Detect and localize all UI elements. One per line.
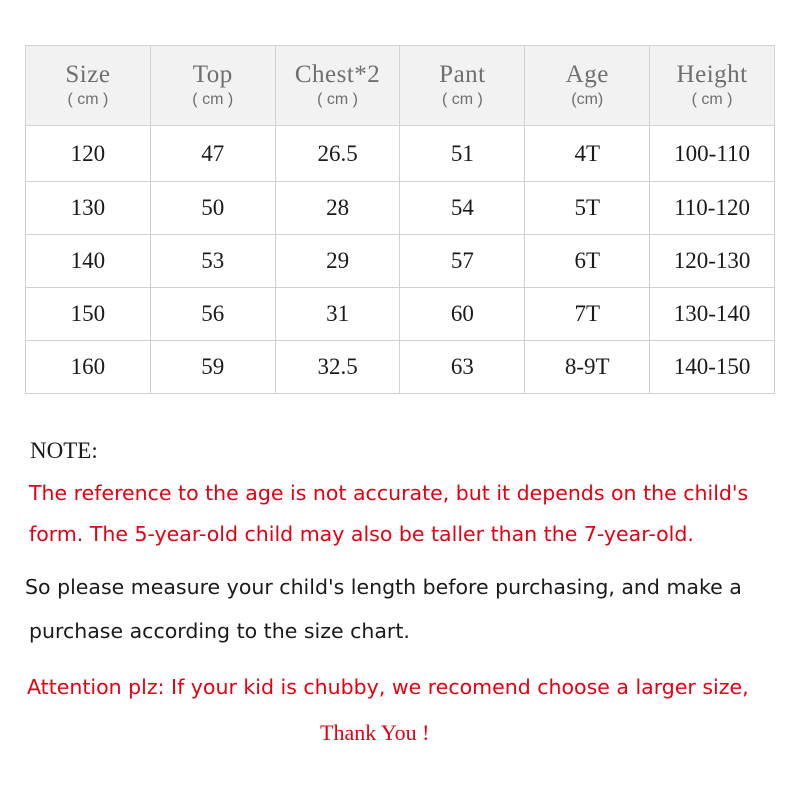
note-red-line: form. The 5-year-old child may also be taller than the 7-year-old.: [29, 522, 694, 546]
header-pant: [400, 46, 525, 126]
cell-chest: 29: [275, 235, 400, 288]
cell-age: 6T: [525, 235, 650, 288]
cell-chest: 28: [275, 182, 400, 235]
header-unit: ( cm ): [441, 90, 483, 108]
header-unit: ( cm ): [691, 90, 733, 108]
cell-size: 120: [26, 126, 151, 182]
table-row: [26, 126, 775, 182]
table-row: [26, 288, 775, 341]
header-unit: ( cm ): [67, 90, 109, 108]
header-label: Age: [565, 60, 609, 88]
note-black-line: So please measure your child's length before purchasing, and make a: [25, 575, 742, 599]
cell-size: 150: [26, 288, 151, 341]
header-label: Size: [65, 60, 111, 88]
table-row: [26, 235, 775, 288]
header-size: [26, 46, 151, 126]
header-unit: ( cm ): [317, 90, 358, 108]
cell-top: 47: [150, 126, 275, 182]
cell-top: 59: [150, 341, 275, 394]
cell-chest: 26.5: [275, 126, 400, 182]
cell-height: 110-120: [650, 182, 775, 235]
thank-you-line: Thank You !: [320, 720, 430, 745]
cell-height: 130-140: [650, 288, 775, 341]
cell-height: 100-110: [650, 126, 775, 182]
header-height: [650, 46, 775, 126]
cell-size: 140: [26, 235, 151, 288]
note-label: NOTE:: [30, 438, 98, 463]
cell-top: 53: [150, 235, 275, 288]
cell-age: 4T: [525, 126, 650, 182]
header-label: Pant: [439, 60, 486, 88]
header-top: [150, 46, 275, 126]
header-label: Top: [192, 60, 233, 88]
table-row: [26, 182, 775, 235]
cell-age: 5T: [525, 182, 650, 235]
header-unit: (cm): [571, 90, 604, 108]
size-chart-table: [25, 45, 775, 394]
cell-age: 7T: [525, 288, 650, 341]
cell-top: 50: [150, 182, 275, 235]
header-label: Height: [676, 60, 748, 88]
cell-chest: 32.5: [275, 341, 400, 394]
cell-pant: 54: [400, 182, 525, 235]
note-red-line: The reference to the age is not accurate, but it depends on the child's: [29, 481, 749, 505]
cell-age: 8-9T: [525, 341, 650, 394]
cell-size: 160: [26, 341, 151, 394]
note-black-line: purchase according to the size chart.: [29, 619, 410, 643]
header-unit: ( cm ): [192, 90, 234, 108]
cell-pant: 63: [400, 341, 525, 394]
cell-pant: 60: [400, 288, 525, 341]
cell-height: 120-130: [650, 235, 775, 288]
header-label: Chest*2: [294, 60, 381, 88]
cell-size: 130: [26, 182, 151, 235]
header-age: [525, 46, 650, 126]
table-header-row: [26, 46, 775, 126]
header-chest: [275, 46, 400, 126]
cell-top: 56: [150, 288, 275, 341]
cell-height: 140-150: [650, 341, 775, 394]
cell-chest: 31: [275, 288, 400, 341]
cell-pant: 51: [400, 126, 525, 182]
cell-pant: 57: [400, 235, 525, 288]
table-row: [26, 341, 775, 394]
attention-line: Attention plz: If your kid is chubby, we recomend choose a larger size,: [27, 675, 749, 699]
